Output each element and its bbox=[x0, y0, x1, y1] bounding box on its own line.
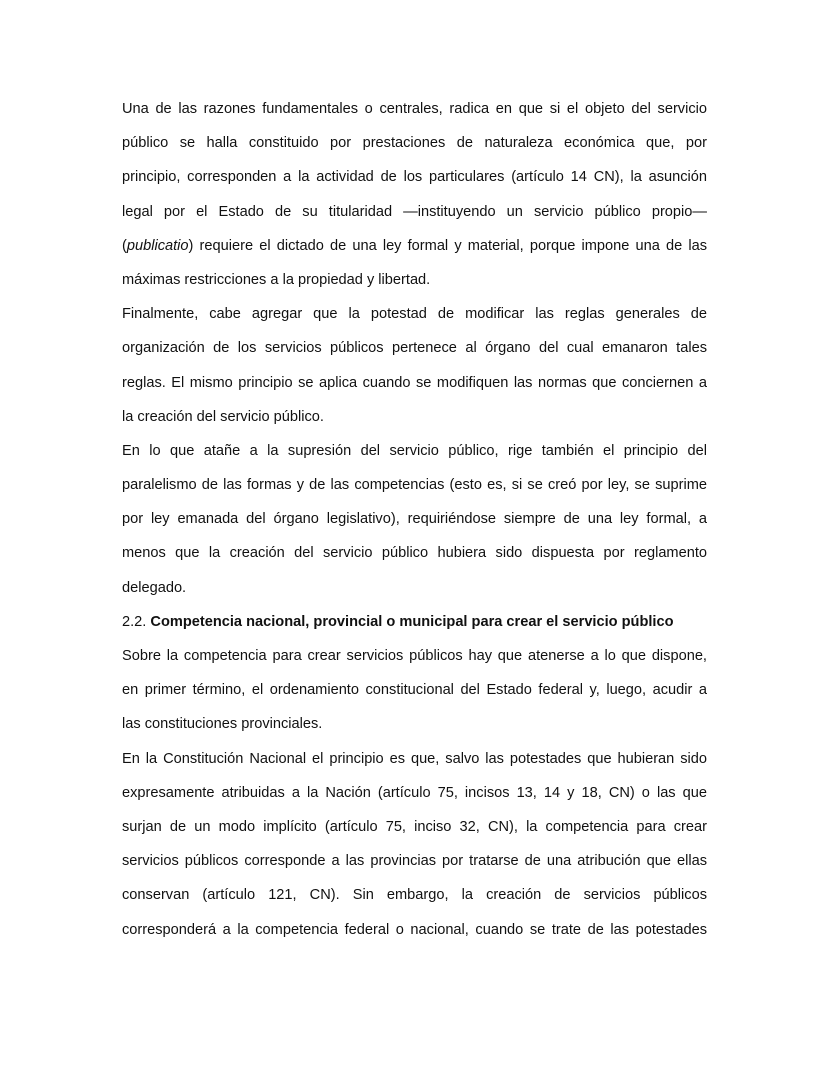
italic-term: publicatio bbox=[126, 237, 189, 254]
text-line: máximas restricciones a la propiedad y libertad. bbox=[122, 271, 431, 288]
text-line: menos que la creación del servicio público hubiera sido dispuesta por reglamento bbox=[122, 545, 707, 562]
text-line: En lo que atañe a la supresión del servicio público, rige también el principio del bbox=[122, 442, 707, 459]
text-line: servicios públicos corresponde a las provincias por tratarse de una atribución que ellas bbox=[122, 853, 707, 870]
text-line: reglas. El mismo principio se aplica cuando se modifiquen las normas que conciernen a bbox=[122, 374, 707, 391]
text-line: corresponderá a la competencia federal o nacional, cuando se trate de las potestades bbox=[122, 921, 707, 938]
text-segment: ( bbox=[122, 237, 127, 254]
text-line: las constituciones provinciales. bbox=[122, 716, 323, 733]
text-line: por ley emanada del órgano legislativo), requiriéndose siempre de una ley formal, a bbox=[122, 511, 707, 528]
text-line bbox=[122, 229, 707, 263]
section-heading: Competencia nacional, provincial o municipal para crear el servicio público bbox=[150, 613, 674, 630]
text-line: en primer término, el ordenamiento constitucional del Estado federal y, luego, acudir a bbox=[122, 682, 707, 699]
document-page bbox=[122, 92, 707, 947]
text-line: Finalmente, cabe agregar que la potestad de modificar las reglas generales de bbox=[122, 306, 707, 323]
text-line: Sobre la competencia para crear servicios públicos hay que atenerse a lo que dispone, bbox=[122, 648, 707, 664]
text-line: organización de los servicios públicos pertenece al órgano del cual emanaron tales bbox=[122, 340, 707, 357]
text-segment: 2.2. bbox=[122, 613, 151, 630]
text-line: legal por el Estado de su titularidad —instituyendo un servicio público propio— bbox=[122, 203, 707, 220]
text-line: En la Constitución Nacional el principio es que, salvo las potestades que hubieran sido bbox=[122, 750, 707, 767]
text-line: paralelismo de las formas y de las competencias (esto es, si se creó por ley, se suprime bbox=[122, 477, 707, 494]
text-line: delegado. bbox=[122, 579, 187, 596]
text-line: Una de las razones fundamentales o centrales, radica en que si el objeto del servicio bbox=[122, 101, 707, 117]
text-line: público se halla constituido por prestaciones de naturaleza económica que, por bbox=[122, 135, 707, 152]
text-segment: ) requiere el dictado de una ley formal y material, porque impone una de las bbox=[188, 237, 707, 254]
text-line: expresamente atribuidas a la Nación (artículo 75, incisos 13, 14 y 18, CN) o las que bbox=[122, 784, 707, 801]
text-line: principio, corresponden a la actividad de los particulares (artículo 14 CN), la asunción bbox=[122, 169, 707, 186]
text-line bbox=[122, 605, 707, 639]
text-line: la creación del servicio público. bbox=[122, 408, 324, 425]
text-line: surjan de un modo implícito (artículo 75, inciso 32, CN), la competencia para crear bbox=[122, 818, 707, 835]
text-line: conservan (artículo 121, CN). Sin embargo, la creación de servicios públicos bbox=[122, 887, 707, 904]
